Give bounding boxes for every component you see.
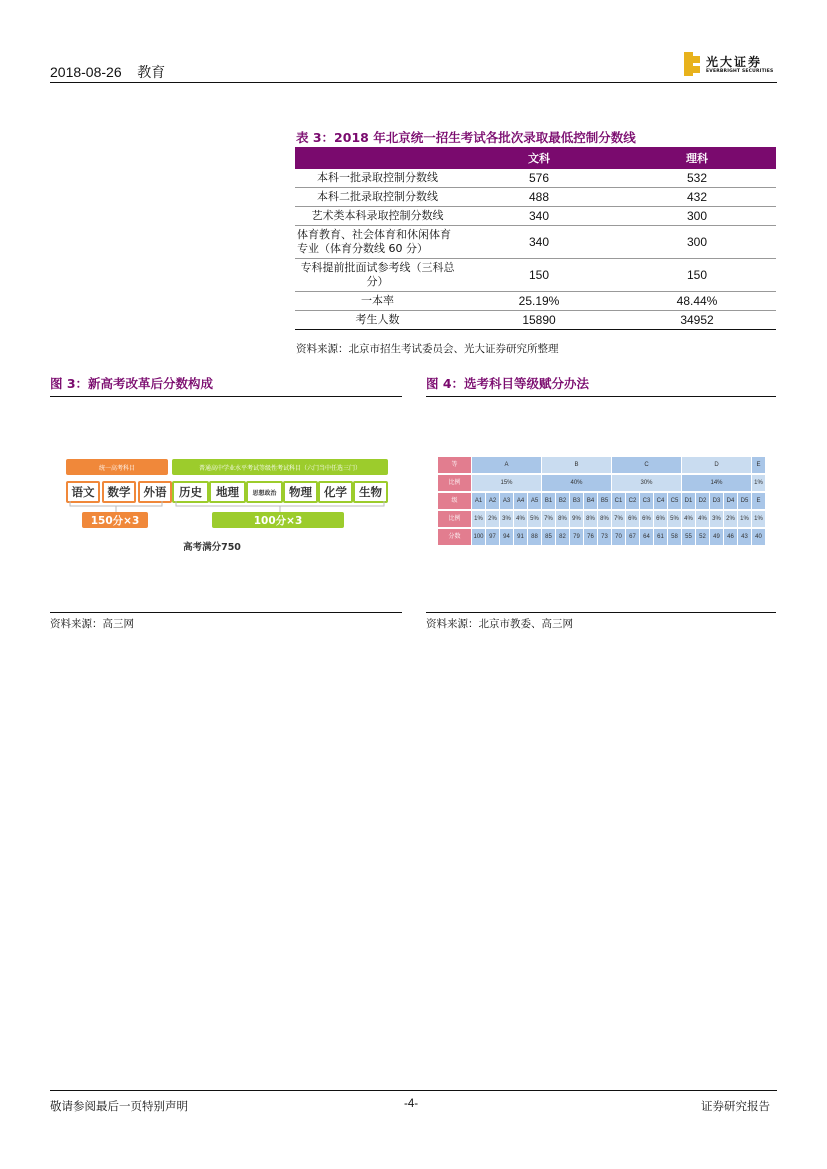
unified-header-box <box>66 459 168 475</box>
score-cell: 100 <box>472 529 485 545</box>
level-pct-cell: 3% <box>710 511 723 527</box>
level-pct-cell: 6% <box>626 511 639 527</box>
table-row <box>295 259 776 292</box>
score-cell: 94 <box>500 529 513 545</box>
level-header-label: 普通高中学业水平考试等级性考试科目（六门当中任选三门） <box>198 465 361 472</box>
table-row <box>295 226 776 259</box>
score-cell: 79 <box>570 529 583 545</box>
level-cell: B5 <box>598 493 611 509</box>
subject-label: 思想政治 <box>252 490 277 497</box>
row-li: 300 <box>618 207 776 226</box>
score-cell: 73 <box>598 529 611 545</box>
row-label-cell: 比例 <box>438 511 471 527</box>
subject-label: 生物 <box>359 485 382 499</box>
table3-col-wen: 文科 <box>460 147 618 169</box>
figure3-source: 资料来源：高三网 <box>50 618 134 630</box>
row-label-cell: 等 <box>438 457 471 473</box>
level-cell: C2 <box>626 493 639 509</box>
level-cell: B4 <box>584 493 597 509</box>
score-cell: 82 <box>556 529 569 545</box>
row-wen: 25.19% <box>460 292 618 311</box>
total-score: 高考满分750 <box>183 542 241 553</box>
level-cell: B1 <box>542 493 555 509</box>
elective-score-box <box>212 512 344 528</box>
score-cell: 52 <box>696 529 709 545</box>
row-label-cell: 分数 <box>438 529 471 545</box>
table-row <box>295 292 776 311</box>
grade-cell: A <box>472 457 541 473</box>
score-cell: 46 <box>724 529 737 545</box>
grade-cell: D <box>682 457 751 473</box>
figure3-bottom-rule <box>50 612 402 613</box>
row-label: 体育教育、社会体育和休闲体育专业（体育分数线 60 分） <box>295 226 460 259</box>
level-pct-cell: 5% <box>528 511 541 527</box>
figure4-bottom-rule <box>426 612 776 613</box>
figure4-source: 资料来源：北京市教委、高三网 <box>426 618 573 630</box>
figure3-diagram <box>62 455 392 557</box>
row-wen: 340 <box>460 226 618 259</box>
subject-label: 化学 <box>324 485 347 499</box>
subject-box <box>318 481 353 503</box>
grade-cell: B <box>542 457 611 473</box>
grade-pct-cell: 40% <box>542 475 611 491</box>
subject-box <box>283 481 318 503</box>
row-label-cell: 比例 <box>438 475 471 491</box>
subject-box <box>209 481 246 503</box>
footer-rule <box>50 1090 777 1091</box>
level-cell: D2 <box>696 493 709 509</box>
table3-title: 表 3：2018 年北京统一招生考试各批次录取最低控制分数线 <box>296 130 636 145</box>
subject-box <box>66 481 100 503</box>
row-li: 34952 <box>618 311 776 330</box>
level-cell: E <box>752 493 765 509</box>
level-cell: D4 <box>724 493 737 509</box>
level-pct-cell: 8% <box>556 511 569 527</box>
level-cell: A5 <box>528 493 541 509</box>
level-pct-cell: 9% <box>570 511 583 527</box>
subject-box <box>102 481 136 503</box>
score-cell: 40 <box>752 529 765 545</box>
elective-score: 100分×3 <box>253 515 303 527</box>
table-row <box>295 207 776 226</box>
level-header-box <box>172 459 388 475</box>
row-li: 432 <box>618 188 776 207</box>
report-date: 2018-08-26 教育 <box>50 64 166 80</box>
logo-text-en: EVERBRIGHT SECURITIES <box>706 69 774 74</box>
row-label: 专科提前批面试参考线（三科总分） <box>295 259 460 292</box>
logo-mark-icon <box>684 52 700 76</box>
subject-box <box>172 481 209 503</box>
table3-source: 资料来源：北京市招生考试委员会、光大证券研究所整理 <box>296 343 559 355</box>
row-label: 本科二批录取控制分数线 <box>295 188 460 207</box>
level-cell: D3 <box>710 493 723 509</box>
level-pct-cell: 6% <box>654 511 667 527</box>
page-number: -4- <box>404 1098 419 1110</box>
subject-label: 外语 <box>143 485 167 499</box>
grade-pct-cell: 14% <box>682 475 751 491</box>
subject-label: 地理 <box>216 485 239 499</box>
score-cell: 88 <box>528 529 541 545</box>
score-cell: 70 <box>612 529 625 545</box>
score-cell: 55 <box>682 529 695 545</box>
score-cell: 91 <box>514 529 527 545</box>
subject-label: 物理 <box>289 485 312 499</box>
figure4-top-rule <box>426 396 776 397</box>
score-cell: 43 <box>738 529 751 545</box>
row-wen: 15890 <box>460 311 618 330</box>
row-label-cell: 级 <box>438 493 471 509</box>
footer-disclaimer: 敬请参阅最后一页特别声明 <box>50 1099 188 1113</box>
score-cell: 49 <box>710 529 723 545</box>
table3 <box>295 147 776 330</box>
level-pct-cell: 4% <box>514 511 527 527</box>
row-li: 532 <box>618 169 776 188</box>
everbright-logo <box>684 52 777 78</box>
level-cell: D1 <box>682 493 695 509</box>
row-wen: 576 <box>460 169 618 188</box>
subject-label: 历史 <box>179 485 202 499</box>
level-pct-cell: 7% <box>542 511 555 527</box>
table3-col-li: 理科 <box>618 147 776 169</box>
level-pct-cell: 3% <box>500 511 513 527</box>
grade-pct-cell: 1% <box>752 475 765 491</box>
subject-box <box>353 481 388 503</box>
table-row <box>295 188 776 207</box>
figure3-top-rule <box>50 396 402 397</box>
level-pct-cell: 8% <box>598 511 611 527</box>
level-pct-cell: 1% <box>752 511 765 527</box>
level-cell: C1 <box>612 493 625 509</box>
grade-cell: C <box>612 457 681 473</box>
table-row <box>295 311 776 330</box>
footer-report-type: 证券研究报告 <box>701 1099 770 1113</box>
score-cell: 97 <box>486 529 499 545</box>
row-li: 150 <box>618 259 776 292</box>
level-pct-cell: 4% <box>696 511 709 527</box>
level-cell: D5 <box>738 493 751 509</box>
subject-label: 语文 <box>71 485 95 499</box>
unified-score-box <box>82 512 148 528</box>
level-pct-cell: 2% <box>486 511 499 527</box>
figure3-title: 图 3：新高考改革后分数构成 <box>50 376 214 391</box>
logo-text-cn: 光大证券 <box>706 55 763 69</box>
figure4-title: 图 4：选考科目等级赋分办法 <box>426 376 590 391</box>
score-cell: 76 <box>584 529 597 545</box>
header-rule <box>50 82 777 83</box>
score-cell: 64 <box>640 529 653 545</box>
table-row <box>295 169 776 188</box>
table3-col-label <box>295 147 460 169</box>
table3-header-row <box>295 147 776 169</box>
row-label: 本科一批录取控制分数线 <box>295 169 460 188</box>
level-pct-cell: 7% <box>612 511 625 527</box>
row-wen: 488 <box>460 188 618 207</box>
row-wen: 150 <box>460 259 618 292</box>
grade-pct-cell: 15% <box>472 475 541 491</box>
level-cell: B2 <box>556 493 569 509</box>
level-cell: A4 <box>514 493 527 509</box>
level-pct-cell: 6% <box>640 511 653 527</box>
subject-box <box>138 481 172 503</box>
level-cell: C3 <box>640 493 653 509</box>
level-pct-cell: 1% <box>472 511 485 527</box>
row-li: 300 <box>618 226 776 259</box>
grade-pct-cell: 30% <box>612 475 681 491</box>
level-cell: B3 <box>570 493 583 509</box>
unified-header-label: 统一高考科目 <box>98 465 135 472</box>
level-cell: A1 <box>472 493 485 509</box>
score-cell: 85 <box>542 529 555 545</box>
subject-box <box>246 481 283 503</box>
level-pct-cell: 2% <box>724 511 737 527</box>
row-label: 一本率 <box>295 292 460 311</box>
grade-cell: E <box>752 457 765 473</box>
level-pct-cell: 8% <box>584 511 597 527</box>
score-cell: 58 <box>668 529 681 545</box>
figure4-grading-table <box>438 457 768 547</box>
level-pct-cell: 1% <box>738 511 751 527</box>
level-cell: C4 <box>654 493 667 509</box>
score-cell: 61 <box>654 529 667 545</box>
row-label: 考生人数 <box>295 311 460 330</box>
unified-score: 150分×3 <box>90 515 140 527</box>
score-cell: 67 <box>626 529 639 545</box>
level-cell: A2 <box>486 493 499 509</box>
report-section: 教育 <box>137 64 166 80</box>
row-label: 艺术类本科录取控制分数线 <box>295 207 460 226</box>
subject-label: 数学 <box>107 485 131 499</box>
level-cell: C5 <box>668 493 681 509</box>
row-li: 48.44% <box>618 292 776 311</box>
level-pct-cell: 5% <box>668 511 681 527</box>
row-wen: 340 <box>460 207 618 226</box>
level-pct-cell: 4% <box>682 511 695 527</box>
level-cell: A3 <box>500 493 513 509</box>
